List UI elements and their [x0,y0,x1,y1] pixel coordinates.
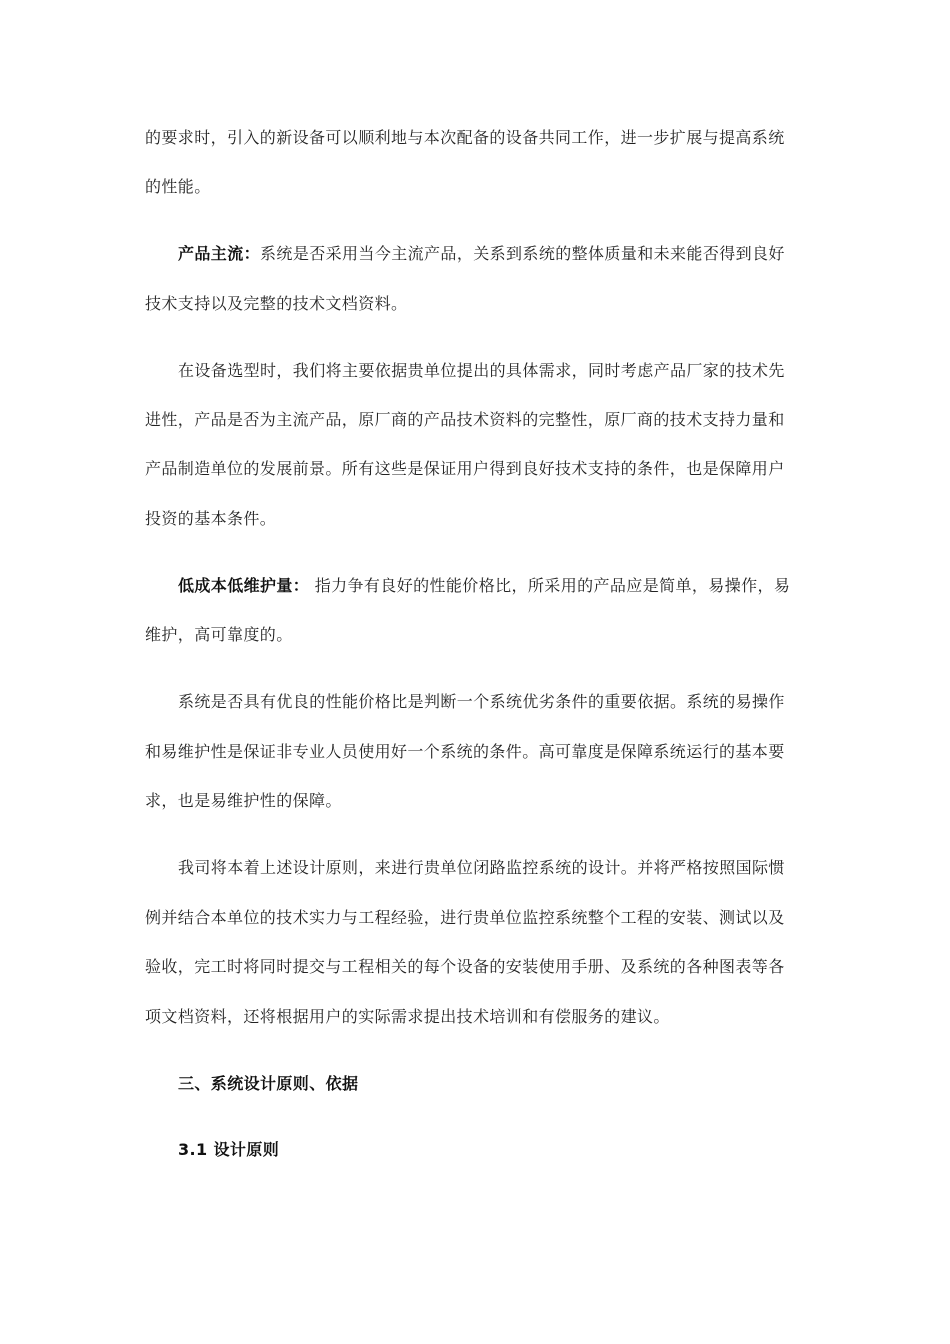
paragraph-3-line-3: 产品制造单位的发展前景。所有这些是保证用户得到良好技术支持的条件，也是保障用户 [145,459,785,478]
subsection-heading: 3.1 设计原则 [178,1140,280,1159]
paragraph-3-line-4: 投资的基本条件。 [145,509,277,528]
section-heading: 三、系统设计原则、依据 [178,1074,359,1093]
paragraph-3-line-2: 进性，产品是否为主流产品，原厂商的产品技术资料的完整性，原厂商的技术支持力量和 [145,410,785,429]
paragraph-1-line-1: 的要求时，引入的新设备可以顺利地与本次配备的设备共同工作，进一步扩展与提高系统 [145,128,785,147]
paragraph-6-line-4: 项文档资料，还将根据用户的实际需求提出技术培训和有偿服务的建议。 [145,1007,670,1026]
paragraph-2-line-1-text: 系统是否采用当今主流产品，关系到系统的整体质量和未来能否得到良好 [260,244,785,263]
paragraph-4-line-1 [178,576,790,596]
paragraph-6-line-3: 验收，完工时将同时提交与工程相关的每个设备的安装使用手册、及系统的各种图表等各 [145,957,785,976]
paragraph-3-line-1: 在设备选型时，我们将主要依据贵单位提出的具体需求，同时考虑产品厂家的技术先 [178,361,785,380]
paragraph-1-line-2: 的性能。 [145,177,211,196]
paragraph-2-line-1 [178,244,785,264]
paragraph-4-line-2: 维护，高可靠度的。 [145,625,293,644]
paragraph-2-line-2: 技术支持以及完整的技术文档资料。 [145,294,408,313]
paragraph-4-line-1-text: 指力争有良好的性能价格比，所采用的产品应是简单，易操作，易 [309,576,791,595]
paragraph-5-line-1: 系统是否具有优良的性能价格比是判断一个系统优劣条件的重要依据。系统的易操作 [178,692,785,711]
paragraph-2-label: 产品主流： [178,244,261,263]
paragraph-5-line-3: 求，也是易维护性的保障。 [145,791,342,810]
paragraph-4-label: 低成本低维护量： [178,576,310,595]
paragraph-5-line-2: 和易维护性是保证非专业人员使用好一个系统的条件。高可靠度是保障系统运行的基本要 [145,742,785,761]
paragraph-6-line-1: 我司将本着上述设计原则，来进行贵单位闭路监控系统的设计。并将严格按照国际惯 [178,858,785,877]
paragraph-6-line-2: 例并结合本单位的技术实力与工程经验，进行贵单位监控系统整个工程的安装、测试以及 [145,908,785,927]
